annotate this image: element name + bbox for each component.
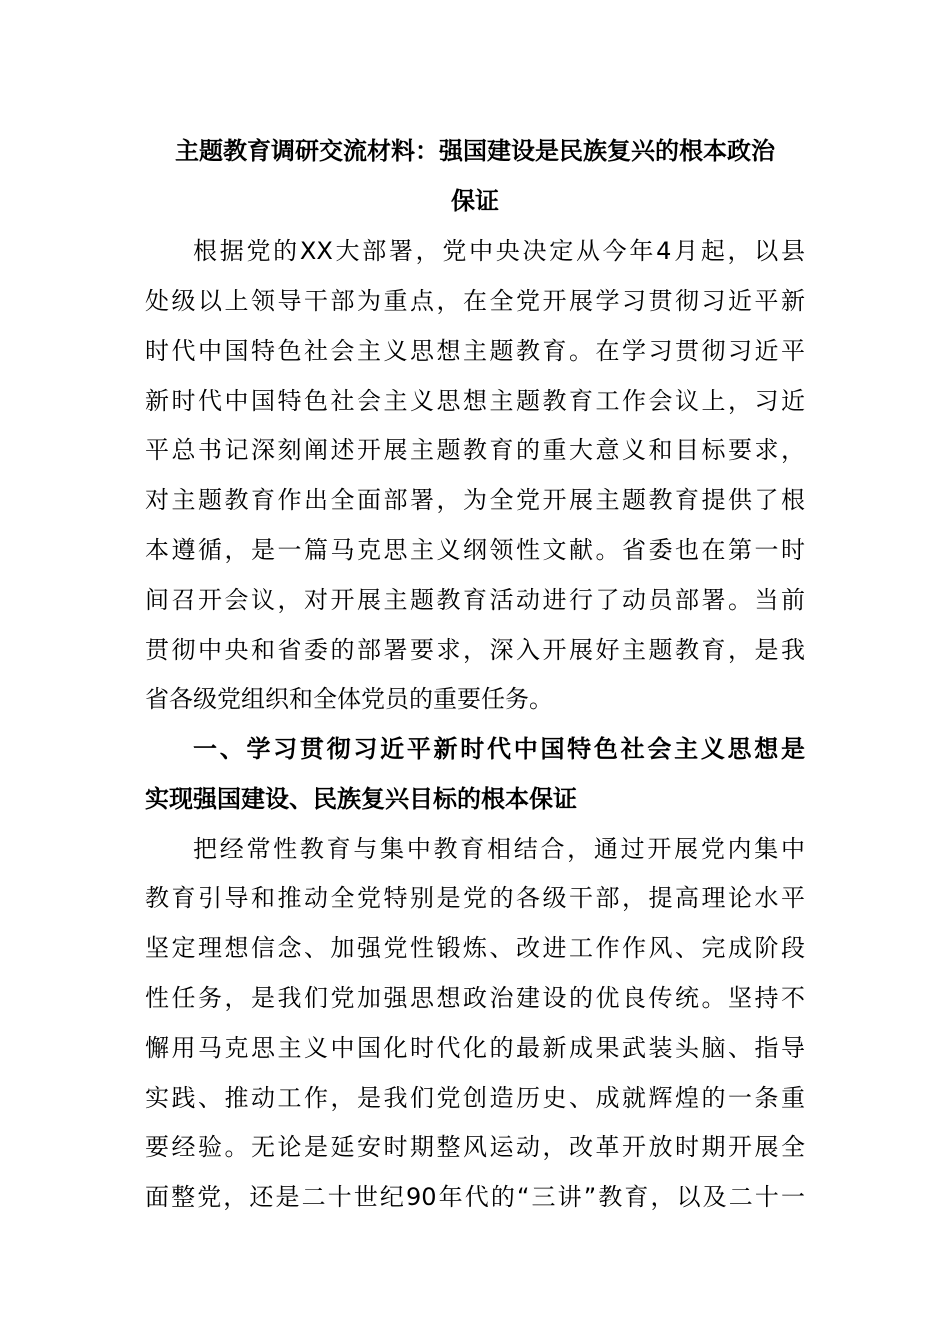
paragraph-line: 坚定理想信念、加强党性锻炼、改进工作作风、完成阶段 (145, 934, 805, 962)
section-heading-line: 实现强国建设、民族复兴目标的根本保证 (145, 785, 577, 813)
paragraph-line: 贯彻中央和省委的部署要求，深入开展好主题教育，是我 (145, 636, 805, 664)
paragraph-line: 省各级党组织和全体党员的重要任务。 (145, 685, 553, 713)
paragraph-line: 性任务，是我们党加强思想政治建设的优良传统。坚持不 (145, 984, 805, 1012)
paragraph-line: 时代中国特色社会主义思想主题教育。在学习贯彻习近平 (145, 337, 805, 365)
paragraph-line: 对主题教育作出全面部署，为全党开展主题教育提供了根 (145, 486, 805, 514)
document-title-line-1: 主题教育调研交流材料：强国建设是民族复兴的根本政治 (175, 137, 775, 165)
paragraph-line: 平总书记深刻阐述开展主题教育的重大意义和目标要求， (145, 436, 805, 464)
paragraph-line: 懈用马克思主义中国化时代化的最新成果武装头脑、指导 (145, 1034, 805, 1062)
paragraph-line: 教育引导和推动全党特别是党的各级干部，提高理论水平 (145, 884, 805, 912)
paragraph-line: 本遵循，是一篇马克思主义纲领性文献。省委也在第一时 (145, 536, 805, 564)
section-heading-line: 一、学习贯彻习近平新时代中国特色社会主义思想是 (193, 735, 805, 763)
paragraph-line: 根据党的XX大部署，党中央决定从今年4月起，以县 (193, 237, 805, 265)
paragraph-line: 实践、推动工作，是我们党创造历史、成就辉煌的一条重 (145, 1084, 805, 1112)
paragraph-line: 新时代中国特色社会主义思想主题教育工作会议上，习近 (145, 387, 805, 415)
paragraph-line: 处级以上领导干部为重点，在全党开展学习贯彻习近平新 (145, 287, 805, 315)
paragraph-line: 间召开会议，对开展主题教育活动进行了动员部署。当前 (145, 586, 805, 614)
paragraph-line: 要经验。无论是延安时期整风运动，改革开放时期开展全 (145, 1133, 805, 1161)
paragraph-line: 面整党，还是二十世纪90年代的“三讲”教育，以及二十一 (145, 1183, 805, 1211)
paragraph-line: 把经常性教育与集中教育相结合，通过开展党内集中 (193, 835, 805, 863)
document-title-line-2: 保证 (451, 187, 499, 215)
